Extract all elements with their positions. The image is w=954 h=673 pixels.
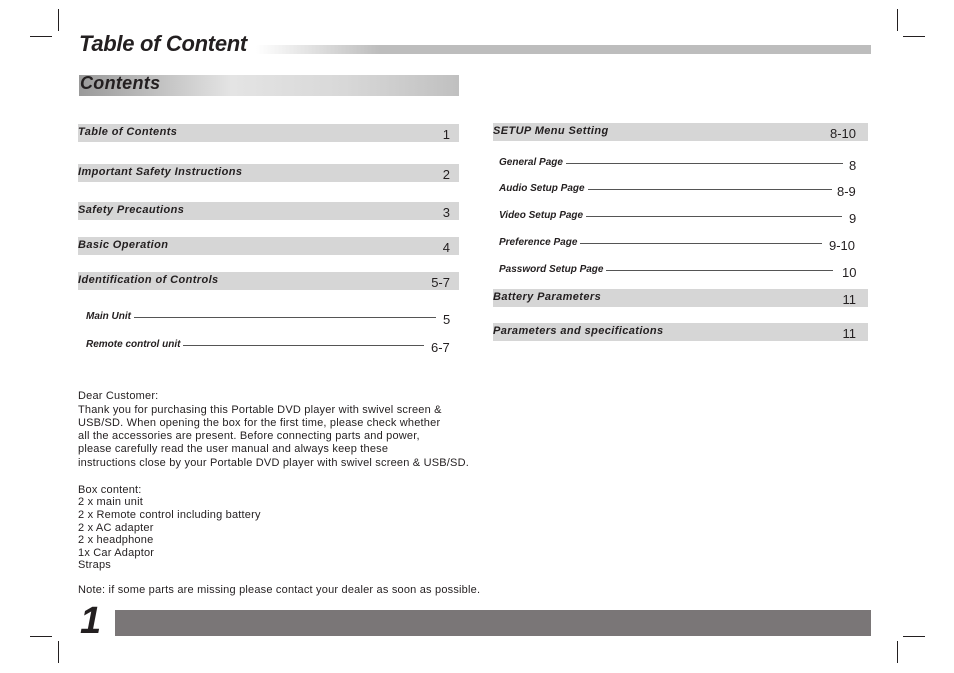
toc-subentry-page: 6-7 — [431, 340, 450, 355]
letter-line: all the accessories are present. Before connecting parts and power, — [78, 430, 420, 442]
box-content-item: 2 x main unit — [78, 496, 143, 508]
toc-entry-page: 11 — [842, 326, 856, 341]
letter-line: Thank you for purchasing this Portable DVD player with swivel screen & — [78, 404, 442, 416]
toc-subentry-page: 8 — [849, 158, 857, 173]
toc-entry-battery-parameters[interactable] — [493, 289, 868, 307]
box-content-item: 1x Car Adaptor — [78, 547, 155, 559]
letter-line: instructions close by your Portable DVD player with swivel screen & USB/SD. — [78, 457, 469, 469]
toc-entry-basic-operation[interactable] — [78, 237, 459, 255]
toc-subentry-page: 5 — [443, 312, 451, 327]
toc-subentry-label: Remote control unit — [86, 339, 183, 350]
letter-line: USB/SD. When opening the box for the first time, please check whether — [78, 417, 441, 429]
toc-subentry-page: 10 — [842, 265, 857, 280]
leader-line — [126, 317, 436, 318]
toc-subentry-audio-setup[interactable] — [499, 181, 864, 199]
crop-mark — [58, 641, 59, 663]
toc-entry-label: Basic Operation — [78, 239, 169, 251]
crop-mark — [58, 9, 59, 31]
leader-line — [601, 270, 833, 271]
crop-mark — [897, 9, 898, 31]
toc-entry-page: 11 — [842, 292, 856, 307]
footer-bar — [115, 610, 871, 636]
letter-line: please carefully read the user manual and always keep these — [78, 443, 389, 455]
toc-subentry-page: 9-10 — [829, 238, 856, 253]
toc-subentry-label: Password Setup Page — [499, 264, 606, 275]
box-content-heading: Box content: — [78, 484, 142, 496]
leader-line — [559, 163, 843, 164]
toc-subentry-preference-page[interactable] — [499, 235, 864, 253]
toc-subentry-page: 8-9 — [837, 184, 856, 199]
toc-entry-label: Identification of Controls — [78, 274, 219, 286]
crop-mark — [903, 636, 925, 637]
toc-subentry-label: General Page — [499, 157, 566, 168]
toc-entry-page: 3 — [442, 205, 450, 220]
toc-subentry-video-setup[interactable] — [499, 208, 864, 226]
page-title: Table of Content — [79, 31, 247, 56]
box-content-item: 2 x Remote control including battery — [78, 509, 261, 521]
toc-entry-label: Table of Contents — [78, 126, 178, 138]
toc-subentry-label: Main Unit — [86, 311, 134, 322]
toc-entry-label: Battery Parameters — [493, 291, 602, 303]
title-rule — [256, 45, 871, 54]
toc-entry-important-safety[interactable] — [78, 164, 459, 182]
toc-entry-parameters-specifications[interactable] — [493, 323, 868, 341]
toc-subentry-page: 9 — [849, 211, 857, 226]
toc-entry-page: 4 — [442, 240, 450, 255]
leader-line — [585, 216, 842, 217]
toc-entry-table-of-contents[interactable] — [78, 124, 459, 142]
toc-entry-page: 8-10 — [829, 126, 856, 141]
toc-entry-label: Safety Precautions — [78, 204, 185, 216]
toc-entry-label: Parameters and specifications — [493, 325, 664, 337]
page-number: 1 — [80, 600, 100, 642]
letter-greeting: Dear Customer: — [78, 390, 159, 402]
toc-subentry-main-unit[interactable] — [86, 309, 456, 327]
crop-mark — [30, 36, 52, 37]
toc-entry-setup-menu[interactable] — [493, 123, 868, 141]
crop-mark — [903, 36, 925, 37]
box-content-item: 2 x headphone — [78, 534, 154, 546]
note-text: Note: if some parts are missing please contact your dealer as soon as possible. — [78, 584, 481, 596]
toc-subentry-label: Audio Setup Page — [499, 183, 588, 194]
leader-line — [166, 345, 424, 346]
toc-entry-label: SETUP Menu Setting — [493, 125, 609, 137]
toc-entry-page: 2 — [442, 167, 450, 182]
contents-heading: Contents — [80, 73, 161, 93]
crop-mark — [30, 636, 52, 637]
toc-entry-identification-of-controls[interactable] — [78, 272, 459, 290]
toc-entry-label: Important Safety Instructions — [78, 166, 243, 178]
toc-entry-page: 1 — [442, 127, 450, 142]
leader-line — [576, 243, 822, 244]
toc-subentry-label: Video Setup Page — [499, 210, 586, 221]
toc-entry-safety-precautions[interactable] — [78, 202, 459, 220]
toc-subentry-label: Preference Page — [499, 237, 580, 248]
toc-subentry-general-page[interactable] — [499, 155, 864, 173]
box-content-item: Straps — [78, 559, 111, 571]
crop-mark — [897, 641, 898, 663]
leader-line — [585, 189, 832, 190]
toc-subentry-remote-control[interactable] — [86, 337, 456, 355]
toc-entry-page: 5-7 — [431, 275, 450, 290]
toc-subentry-password-setup[interactable] — [499, 262, 864, 280]
box-content-item: 2 x AC adapter — [78, 522, 154, 534]
